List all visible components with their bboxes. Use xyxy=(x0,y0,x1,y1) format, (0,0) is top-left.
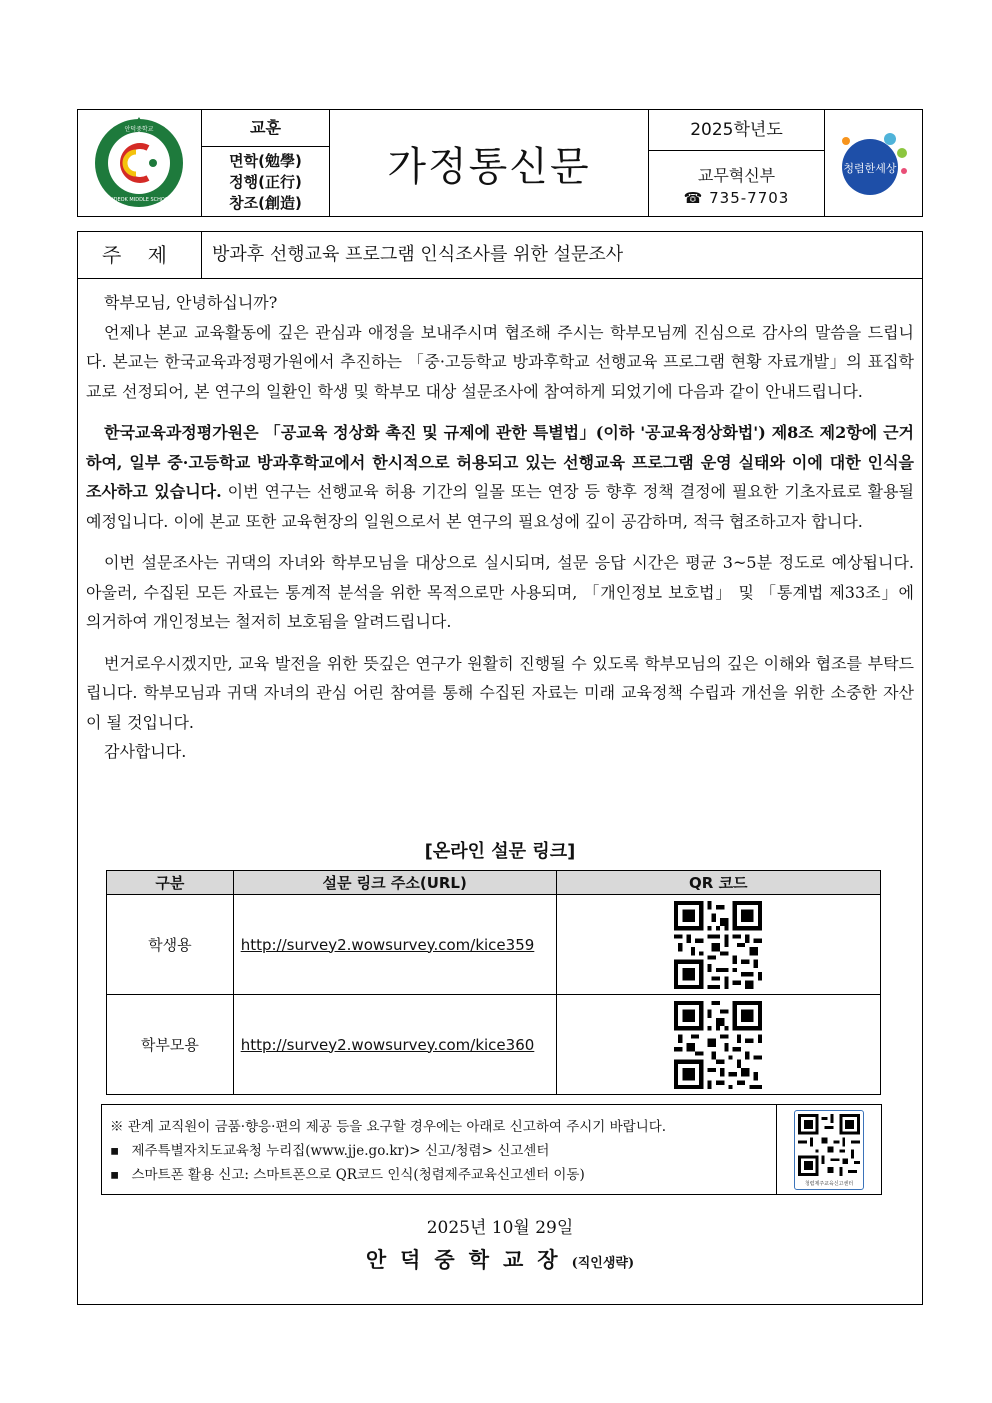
paragraph-intro: 언제나 본교 교육활동에 깊은 관심과 애정을 보내주시며 협조해 주시는 학부모님께 진심으로 감사의 말씀을 드립니다. 본교는 한국교육과정평가원에서 추진하는 「중·고등학교 방과후학교 선행교육 프로그램 현황 자료개발」의 표집학교로 선정되어, 본 연구의 일환인 학생 및 학부모 대상 설문조사에 참여하게 되었기에 다음과 같이 안내드립니다. xyxy=(86,322,914,401)
greeting: 학부모님, 안녕하십니까? xyxy=(104,293,278,312)
motto-item: 정행(正行) xyxy=(229,173,302,191)
survey-link-table xyxy=(106,870,881,1095)
subject-row xyxy=(78,232,922,279)
report-channel-web[interactable]: 제주특별자치도교육청 누리집(www.jje.go.kr)> 신고/청렴> 신고센터 xyxy=(131,1143,550,1159)
document-title: 가정통신문 xyxy=(387,143,591,190)
document-title-cell xyxy=(329,110,648,216)
integrity-emblem-icon xyxy=(834,123,914,203)
signer-name: 안덕중학교장 xyxy=(365,1247,572,1272)
report-notice-text: ※ 관계 교직원이 금품·향응·편의 제공 등을 요구할 경우에는 아래로 신고하여 주시기 바랍니다. xyxy=(110,1119,667,1135)
report-bullet xyxy=(110,1139,770,1163)
department: 교무혁신부 xyxy=(697,166,776,185)
column-header: 설문 링크 주소(URL) xyxy=(233,871,556,895)
phone-number xyxy=(649,189,824,207)
bullet-marker: ▪ xyxy=(110,1167,120,1183)
logo-text-en: ANDEOK MIDDLE SCHOOL xyxy=(106,197,172,203)
integrity-emblem-cell xyxy=(824,110,922,216)
paragraph-survey-info: 이번 설문조사는 귀댁의 자녀와 학부모님을 대상으로 실시되며, 설문 응답 시간은 평균 3~5분 정도로 예상됩니다. 아울러, 수집된 모든 자료는 통계적 분석을 위한 목적으로만 사용되며, 「개인정보 보호법」 및 「통계법 제33조」에 의거하여 개인정보는 철저히 보호됨을 알려드립니다. xyxy=(86,553,914,631)
qr-cell xyxy=(556,995,880,1095)
closing: 감사합니다. xyxy=(104,742,187,761)
emblem-text: 청렴한세상 xyxy=(842,162,897,175)
newsletter-header xyxy=(77,109,923,217)
motto-title: 교훈 xyxy=(202,110,329,147)
qr-code-icon[interactable] xyxy=(674,901,762,989)
school-logo-cell xyxy=(78,110,201,216)
school-motto xyxy=(201,110,329,216)
survey-url-cell xyxy=(233,995,556,1095)
logo-text: 안덕중학교 xyxy=(124,126,154,133)
qr-code-icon[interactable] xyxy=(674,1001,762,1089)
subject-label: 주 제 xyxy=(78,232,202,278)
report-bullet xyxy=(110,1163,770,1187)
motto-item: 면학(勉學) xyxy=(229,152,302,170)
survey-url-cell xyxy=(233,895,556,995)
phone-icon: ☎ xyxy=(683,189,704,207)
seal-note: (직인생략) xyxy=(571,1256,635,1271)
qr-code-icon[interactable] xyxy=(798,1114,860,1176)
subject-text: 방과후 선행교육 프로그램 인식조사를 위한 설문조사 xyxy=(212,244,624,265)
column-header: 구분 xyxy=(107,871,234,895)
issuer-info xyxy=(648,110,824,216)
newsletter-body xyxy=(77,231,923,1305)
report-channel-mobile: 스마트폰 활용 신고: 스마트폰으로 QR코드 인식(청렴제주교육신고센터 이동) xyxy=(131,1167,585,1183)
signature-line xyxy=(78,1244,922,1274)
school-year: 2025학년도 xyxy=(649,110,824,151)
survey-url-link[interactable]: http://survey2.wowsurvey.com/kice359 xyxy=(240,935,535,954)
report-qr-cell xyxy=(776,1105,881,1194)
respondent-type: 학생용 xyxy=(107,895,234,995)
report-notice-box xyxy=(101,1104,882,1195)
issue-date: 2025년 10월 29일 xyxy=(426,1218,574,1238)
paragraph-legal-basis-rest: 이번 연구는 선행교육 허용 기간의 일몰 또는 연장 등 향후 정책 결정에 필요한 기초자료로 활용될 예정입니다. 이에 본교 또한 교육현장의 일원으로서 본 연구의 필요성에 깊이 공감하며, 적극 협조하고자 합니다. xyxy=(86,482,914,531)
report-qr-caption: 청렴제주교육신고센터 xyxy=(804,1180,854,1187)
school-logo-icon xyxy=(78,110,201,216)
paragraph-request: 번거로우시겠지만, 교육 발전을 위한 뜻깊은 연구가 원활히 진행될 수 있도록 학부모님의 깊은 이해와 협조를 부탁드립니다. 학부모님과 귀댁 자녀의 관심 어린 참여를 통해 수집된 자료는 미래 교육정책 수립과 개선을 위한 소중한 자산이 될 것입니다. xyxy=(86,653,914,732)
respondent-type: 학부모용 xyxy=(107,995,234,1095)
letter-text xyxy=(86,288,914,767)
table-header-row xyxy=(107,871,881,895)
table-row xyxy=(107,895,881,995)
report-qr-card[interactable] xyxy=(794,1110,864,1190)
phone-value: 735-7703 xyxy=(709,189,790,207)
bullet-marker: ▪ xyxy=(110,1143,120,1159)
table-row xyxy=(107,995,881,1095)
qr-cell xyxy=(556,895,880,995)
survey-section-title: [온라인 설문 링크] xyxy=(424,841,576,862)
paragraph-legal-basis xyxy=(86,418,914,536)
paragraph-legal-basis-bold: 한국교육과정평가원은 「공교육 정상화 촉진 및 규제에 관한 특별법」(이하 '공교육정상화법') 제8조 제2항에 근거하여, 일부 중·고등학교 방과후학교에서 한시적으로 허용되고 있는 선행교육 프로그램 운영 실태와 이에 대한 인식을 조사하고 있습니다. xyxy=(86,423,914,501)
column-header: QR 코드 xyxy=(556,871,880,895)
motto-item: 창조(創造) xyxy=(229,194,302,212)
survey-url-link[interactable]: http://survey2.wowsurvey.com/kice360 xyxy=(240,1035,535,1054)
